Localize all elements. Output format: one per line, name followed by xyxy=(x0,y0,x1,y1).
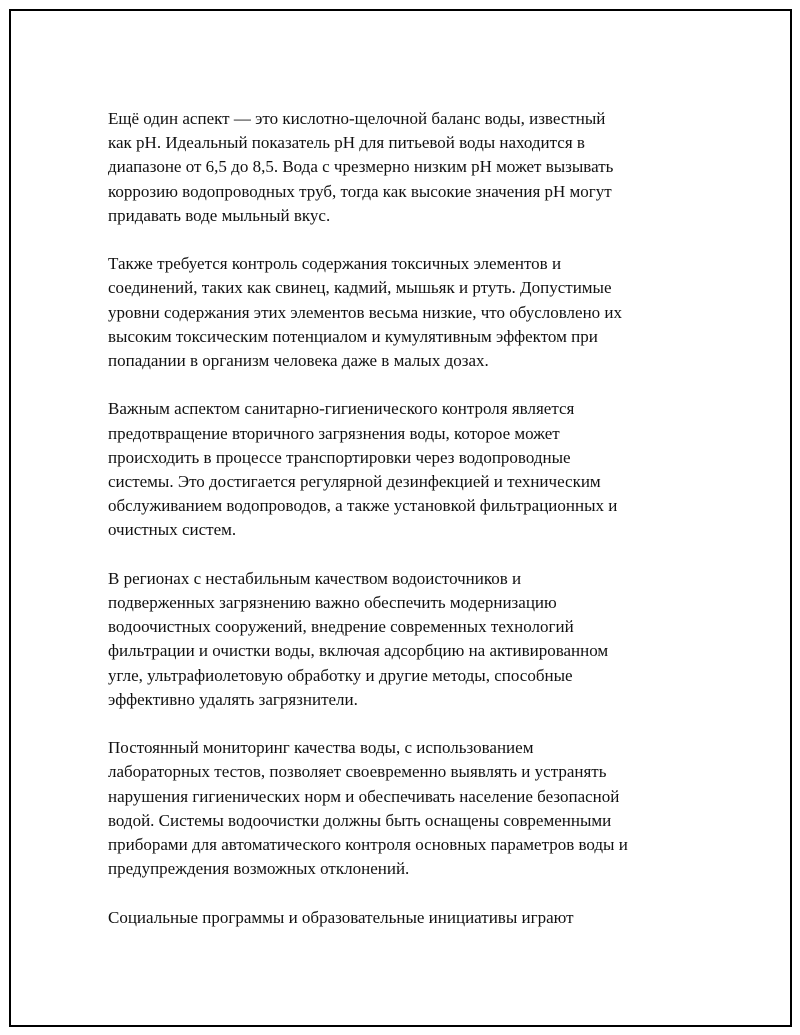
text-line: очистных систем. xyxy=(108,520,237,540)
text-line: придавать воде мыльный вкус. xyxy=(108,205,331,225)
text-line: уровни содержания этих элементов весьма низкие, что обусловлено их xyxy=(108,302,623,322)
text-line: системы. Это достигается регулярной дезинфекцией и техническим xyxy=(108,472,601,492)
text-line: приборами для автоматического контроля основных параметров воды и xyxy=(108,835,628,855)
text-line: происходить в процессе транспортировки через водопроводные xyxy=(108,447,571,467)
text-line: угле, ультрафиолетовую обработку и другие методы, способные xyxy=(108,665,573,685)
paragraph-toxic-elements xyxy=(108,252,698,373)
text-line: попадании в организм человека даже в малых дозах. xyxy=(108,351,489,371)
text-line: соединений, таких как свинец, кадмий, мышьяк и ртуть. Допустимые xyxy=(108,278,612,298)
text-line: Также требуется контроль содержания токсичных элементов и xyxy=(108,254,562,274)
text-line: предупреждения возможных отклонений. xyxy=(108,859,410,879)
text-line: предотвращение вторичного загрязнения воды, которое может xyxy=(108,423,560,443)
paragraph-secondary-contamination xyxy=(108,397,698,542)
text-line: диапазоне от 6,5 до 8,5. Вода с чрезмерно низким pH может вызывать xyxy=(108,157,614,177)
text-line: подверженных загрязнению важно обеспечить модернизацию xyxy=(108,593,557,613)
text-line: как pH. Идеальный показатель pH для питьевой воды находится в xyxy=(108,133,585,153)
document-body xyxy=(108,107,698,954)
text-line: Социальные программы и образовательные инициативы играют xyxy=(108,907,574,927)
text-line: лабораторных тестов, позволяет своевременно выявлять и устранять xyxy=(108,762,607,782)
paragraph-modernization xyxy=(108,567,698,712)
paragraph-ph-balance xyxy=(108,107,698,228)
text-line: Важным аспектом санитарно-гигиенического контроля является xyxy=(108,399,575,419)
text-line: эффективно удалять загрязнители. xyxy=(108,689,358,709)
paragraph-social-programs xyxy=(108,906,698,930)
text-line: фильтрации и очистки воды, включая адсорбцию на активированном xyxy=(108,641,609,661)
text-line: нарушения гигиенических норм и обеспечивать население безопасной xyxy=(108,786,620,806)
text-line: В регионах с нестабильным качеством водоисточников и xyxy=(108,568,522,588)
text-line: водоочистных сооружений, внедрение современных технологий xyxy=(108,617,574,637)
paragraph-monitoring xyxy=(108,736,698,881)
text-line: водой. Системы водоочистки должны быть оснащены современными xyxy=(108,810,612,830)
text-line: обслуживанием водопроводов, а также установкой фильтрационных и xyxy=(108,496,618,516)
text-line: коррозию водопроводных труб, тогда как высокие значения pH могут xyxy=(108,181,612,201)
text-line: Ещё один аспект — это кислотно-щелочной баланс воды, известный xyxy=(108,109,606,128)
text-line: Постоянный мониторинг качества воды, с использованием xyxy=(108,738,534,758)
text-line: высоким токсическим потенциалом и кумулятивным эффектом при xyxy=(108,326,598,346)
